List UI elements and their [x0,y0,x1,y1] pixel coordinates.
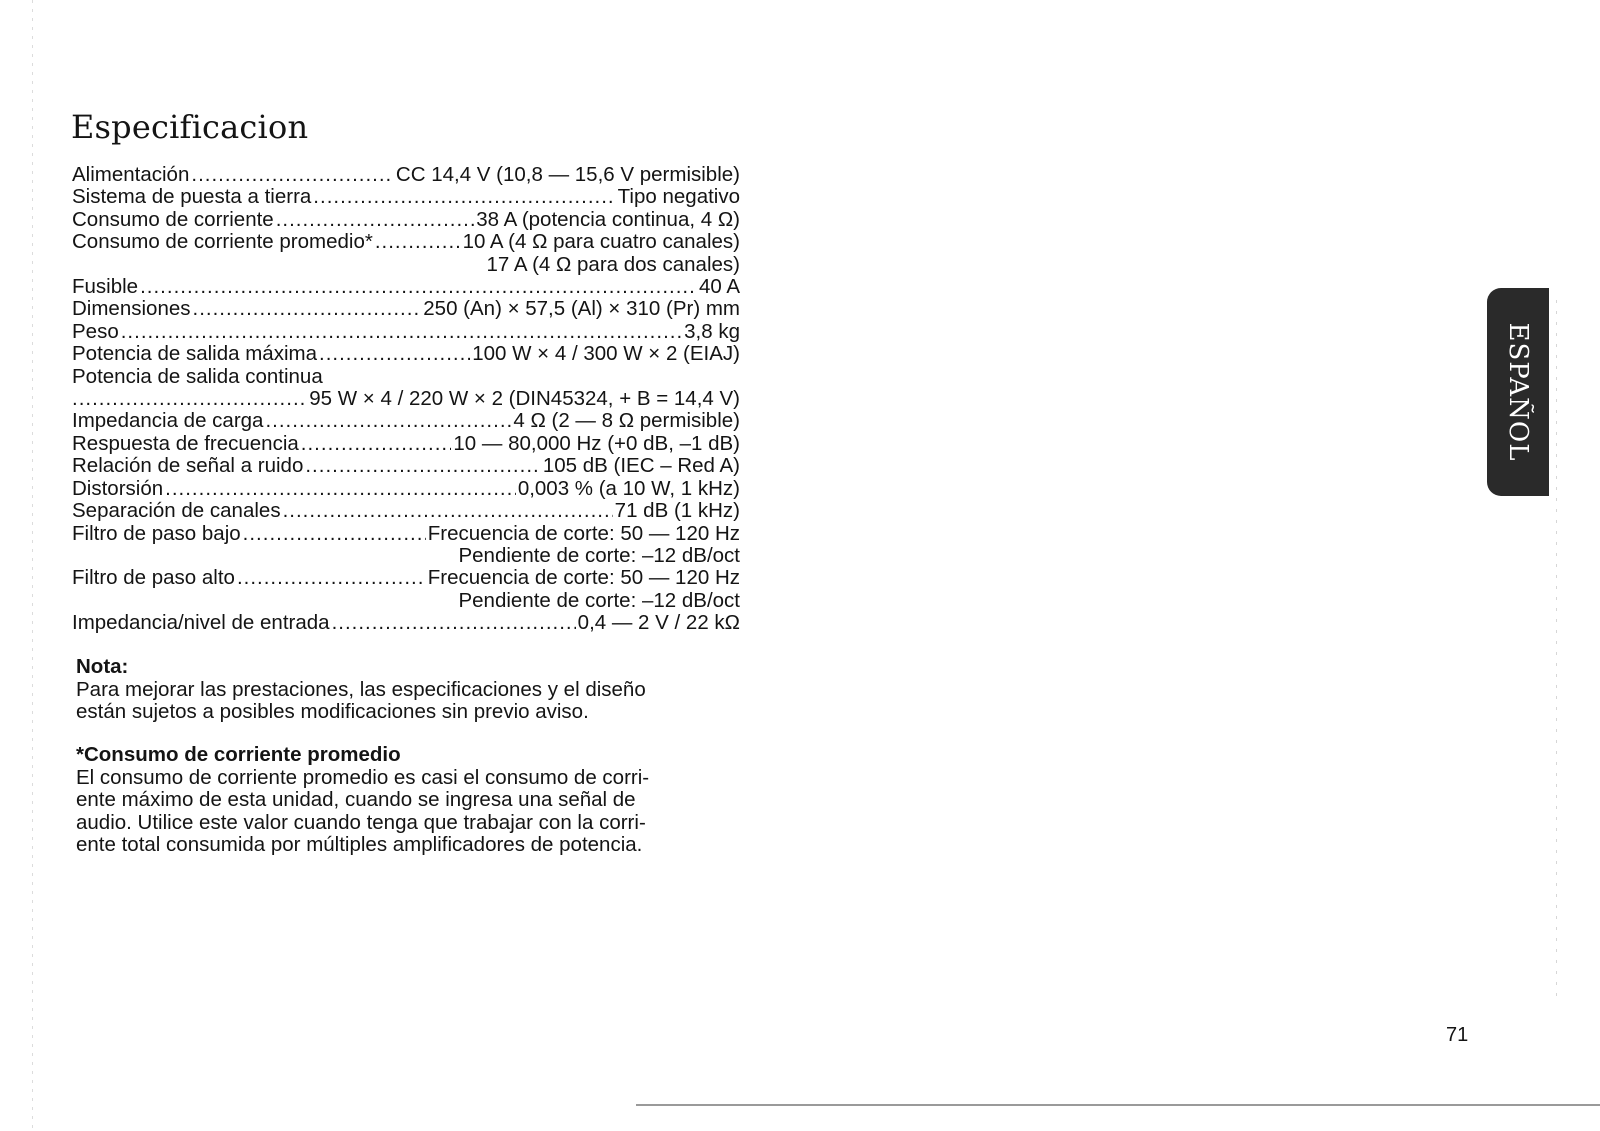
spec-label: Dimensiones [72,297,191,321]
dot-leader [313,186,615,208]
spec-row-grounding [72,186,740,208]
spec-row-channel-separation [72,500,740,522]
spec-value-continued: Pendiente de corte: –12 dB/oct [458,588,740,612]
spec-value: 40 A [698,275,740,299]
note-body: Para mejorar las prestaciones, las especificaciones y el diseño están sujetos a posibles modificaciones sin previo aviso. [76,677,646,723]
dot-leader [165,478,516,500]
spec-value-continued: 17 A (4 Ω para dos canales) [486,252,740,276]
spec-value: 105 dB (IEC – Red A) [542,454,740,478]
spec-value: 100 W × 4 / 300 W × 2 (EIAJ) [472,342,740,366]
spec-value: 0,003 % (a 10 W, 1 kHz) [517,476,740,500]
spec-row-load-impedance [72,410,740,432]
spec-row-dimensions [72,298,740,320]
average-current-section [76,744,736,857]
margin-rule-right [1556,300,1557,1000]
dot-leader [305,455,541,477]
spec-value: 10 A (4 Ω para cuatro canales) [462,230,740,254]
spec-label: Filtro de paso alto [72,566,235,590]
dot-leader [276,209,475,231]
dot-leader [265,410,511,432]
spec-value: 3,8 kg [684,319,740,343]
dot-leader [72,388,307,410]
spec-row-fuse [72,276,740,298]
spec-label: Consumo de corriente promedio* [72,230,373,254]
note-heading: Nota: [76,655,129,678]
spec-row-signal-to-noise [72,455,740,477]
dot-leader [243,523,426,545]
spec-row-high-pass-filter [72,567,740,589]
language-tab [1487,288,1549,496]
spec-row-continuous-output [72,388,740,410]
spec-value: Frecuencia de corte: 50 — 120 Hz [427,566,740,590]
spec-value: Frecuencia de corte: 50 — 120 Hz [427,521,740,545]
spec-label: Alimentación [72,163,190,186]
spec-label: Sistema de puesta a tierra [72,185,312,209]
page-number: 71 [1446,1024,1469,1046]
spec-value: 95 W × 4 / 220 W × 2 (DIN45324, + B = 14,4 V) [309,387,740,411]
spec-value-continued: Pendiente de corte: –12 dB/oct [458,543,740,567]
spec-row-distortion [72,478,740,500]
spec-row-weight [72,321,740,343]
dot-leader [193,298,422,320]
dot-leader [191,164,394,186]
spec-value: 38 A (potencia continua, 4 Ω) [476,207,740,231]
spec-value: 71 dB (1 kHz) [614,499,740,523]
dot-leader [319,343,470,365]
spec-value: Tipo negativo [617,185,740,209]
spec-label: Consumo de corriente [72,207,274,231]
spec-list [72,164,740,635]
spec-value: 10 — 80,000 Hz (+0 dB, –1 dB) [453,431,740,455]
spec-row-input-impedance [72,612,740,634]
spec-value: 250 (An) × 57,5 (Al) × 310 (Pr) mm [423,297,740,321]
dot-leader [332,612,576,634]
dot-leader [283,500,613,522]
spec-value: 0,4 — 2 V / 22 kΩ [577,611,740,635]
page-title: Especificacion [71,108,309,146]
spec-label: Separación de canales [72,499,281,523]
spec-label: Distorsión [72,476,164,500]
spec-label: Respuesta de frecuencia [72,431,299,455]
spec-row-low-pass-filter [72,523,740,545]
margin-rule-left [32,0,33,1131]
spec-label: Potencia de salida máxima [72,342,317,366]
spec-label: Peso [72,319,119,343]
dot-leader [140,276,697,298]
dot-leader [301,433,452,455]
spec-label: Filtro de paso bajo [72,521,241,545]
spec-label: Relación de señal a ruido [72,454,304,478]
spec-label: Impedancia/nivel de entrada [72,611,330,635]
spec-row-power-supply [72,164,740,186]
spec-label: Impedancia de carga [72,409,264,433]
spec-value: 4 Ω (2 — 8 Ω permisible) [513,409,740,433]
spec-row-average-current [72,231,740,253]
spec-row-frequency-response [72,433,740,455]
spec-label: Fusible [72,275,139,299]
spec-row-current-draw [72,209,740,231]
spec-value: CC 14,4 V (10,8 — 15,6 V permisible) [395,163,740,186]
dot-leader [375,231,461,253]
average-current-body: El consumo de corriente promedio es casi el consumo de corri- ente máximo de esta unidad, cuando se ingresa una señal de audio. Utilice este valor cuando tenga que trabajar con la corri- ente total consumida por múltiples amplificadores de potencia. [76,765,650,856]
dot-leader [237,567,426,589]
bottom-rule [636,1104,1600,1106]
spec-row-max-output [72,343,740,365]
dot-leader [121,321,682,343]
spec-label-continuous-output: Potencia de salida continua [72,364,323,388]
language-tab-label: ESPAÑOL [1503,322,1533,462]
note-section [76,656,736,724]
average-current-heading: *Consumo de corriente promedio [76,743,401,766]
